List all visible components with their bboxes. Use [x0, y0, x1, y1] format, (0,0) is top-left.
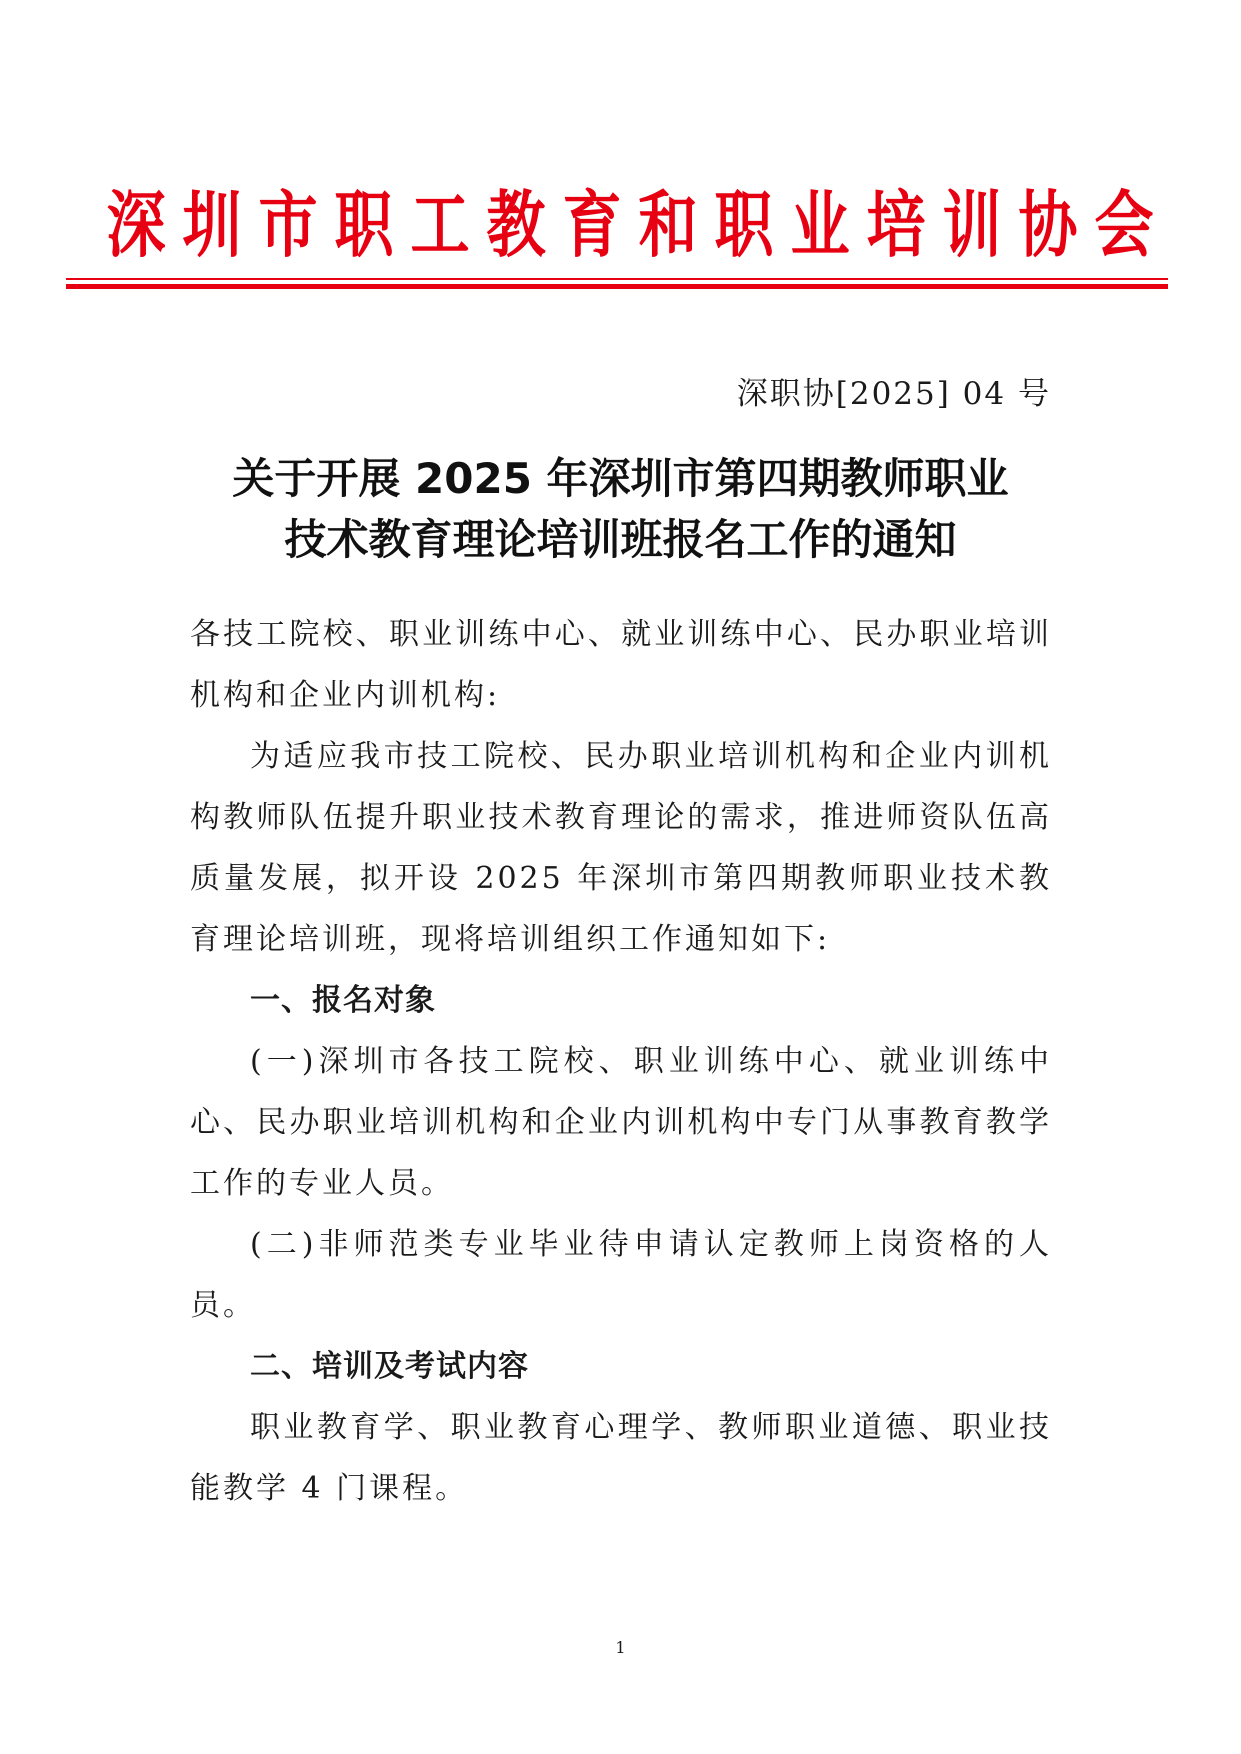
letterhead-char: 育: [562, 183, 622, 267]
section1-item-1: (一)深圳市各技工院校、职业训练中心、就业训练中心、民办职业培训机构和企业内训机构中专门从事教育教学工作的专业人员。: [190, 1044, 1052, 1201]
section-heading-1: 一、报名对象: [250, 983, 436, 1018]
letterhead-char: 圳: [182, 183, 242, 267]
document-body: [190, 604, 1052, 1519]
letterhead-char: 工: [410, 183, 470, 267]
letterhead-char: 训: [942, 183, 1002, 267]
letterhead-divider-thin: [66, 278, 1168, 280]
letterhead-char: 培: [866, 183, 926, 267]
intro-paragraph: 为适应我市技工院校、民办职业培训机构和企业内训机构教师队伍提升职业技术教育理论的需求，推进师资队伍高质量发展，拟开设 2025 年深圳市第四期教师职业技术教育理论培训班，现将培训组织工作通知如下:: [190, 739, 1052, 957]
document-title-line-2: 技术教育理论培训班报名工作的通知: [284, 515, 957, 564]
section2-paragraph: 职业教育学、职业教育心理学、教师职业道德、职业技能教学 4 门课程。: [190, 1410, 1052, 1506]
letterhead-char: 会: [1094, 183, 1154, 267]
letterhead-char: 市: [258, 183, 318, 267]
letterhead-char: 深: [106, 183, 166, 267]
section1-item-2: (二)非师范类专业毕业待申请认定教师上岗资格的人员。: [190, 1227, 1052, 1323]
letterhead-char: 协: [1018, 183, 1078, 267]
document-title: [150, 448, 1091, 570]
letterhead-char: 职: [334, 183, 394, 267]
document-number: 深职协[2025] 04 号: [736, 376, 1051, 412]
letterhead-char: 教: [486, 183, 546, 267]
letterhead-char: 和: [638, 183, 698, 267]
salutation: 各技工院校、职业训练中心、就业训练中心、民办职业培训机构和企业内训机构:: [190, 617, 1052, 713]
letterhead-char: 业: [790, 183, 850, 267]
page-number: 1: [615, 1638, 626, 1657]
letterhead-char: 职: [714, 183, 774, 267]
document-title-line-1: 关于开展 2025 年深圳市第四期教师职业: [232, 454, 1009, 503]
letterhead-divider-thick: [66, 284, 1168, 289]
section-heading-2: 二、培训及考试内容: [250, 1349, 529, 1384]
letterhead-organization-name: [100, 180, 1160, 270]
